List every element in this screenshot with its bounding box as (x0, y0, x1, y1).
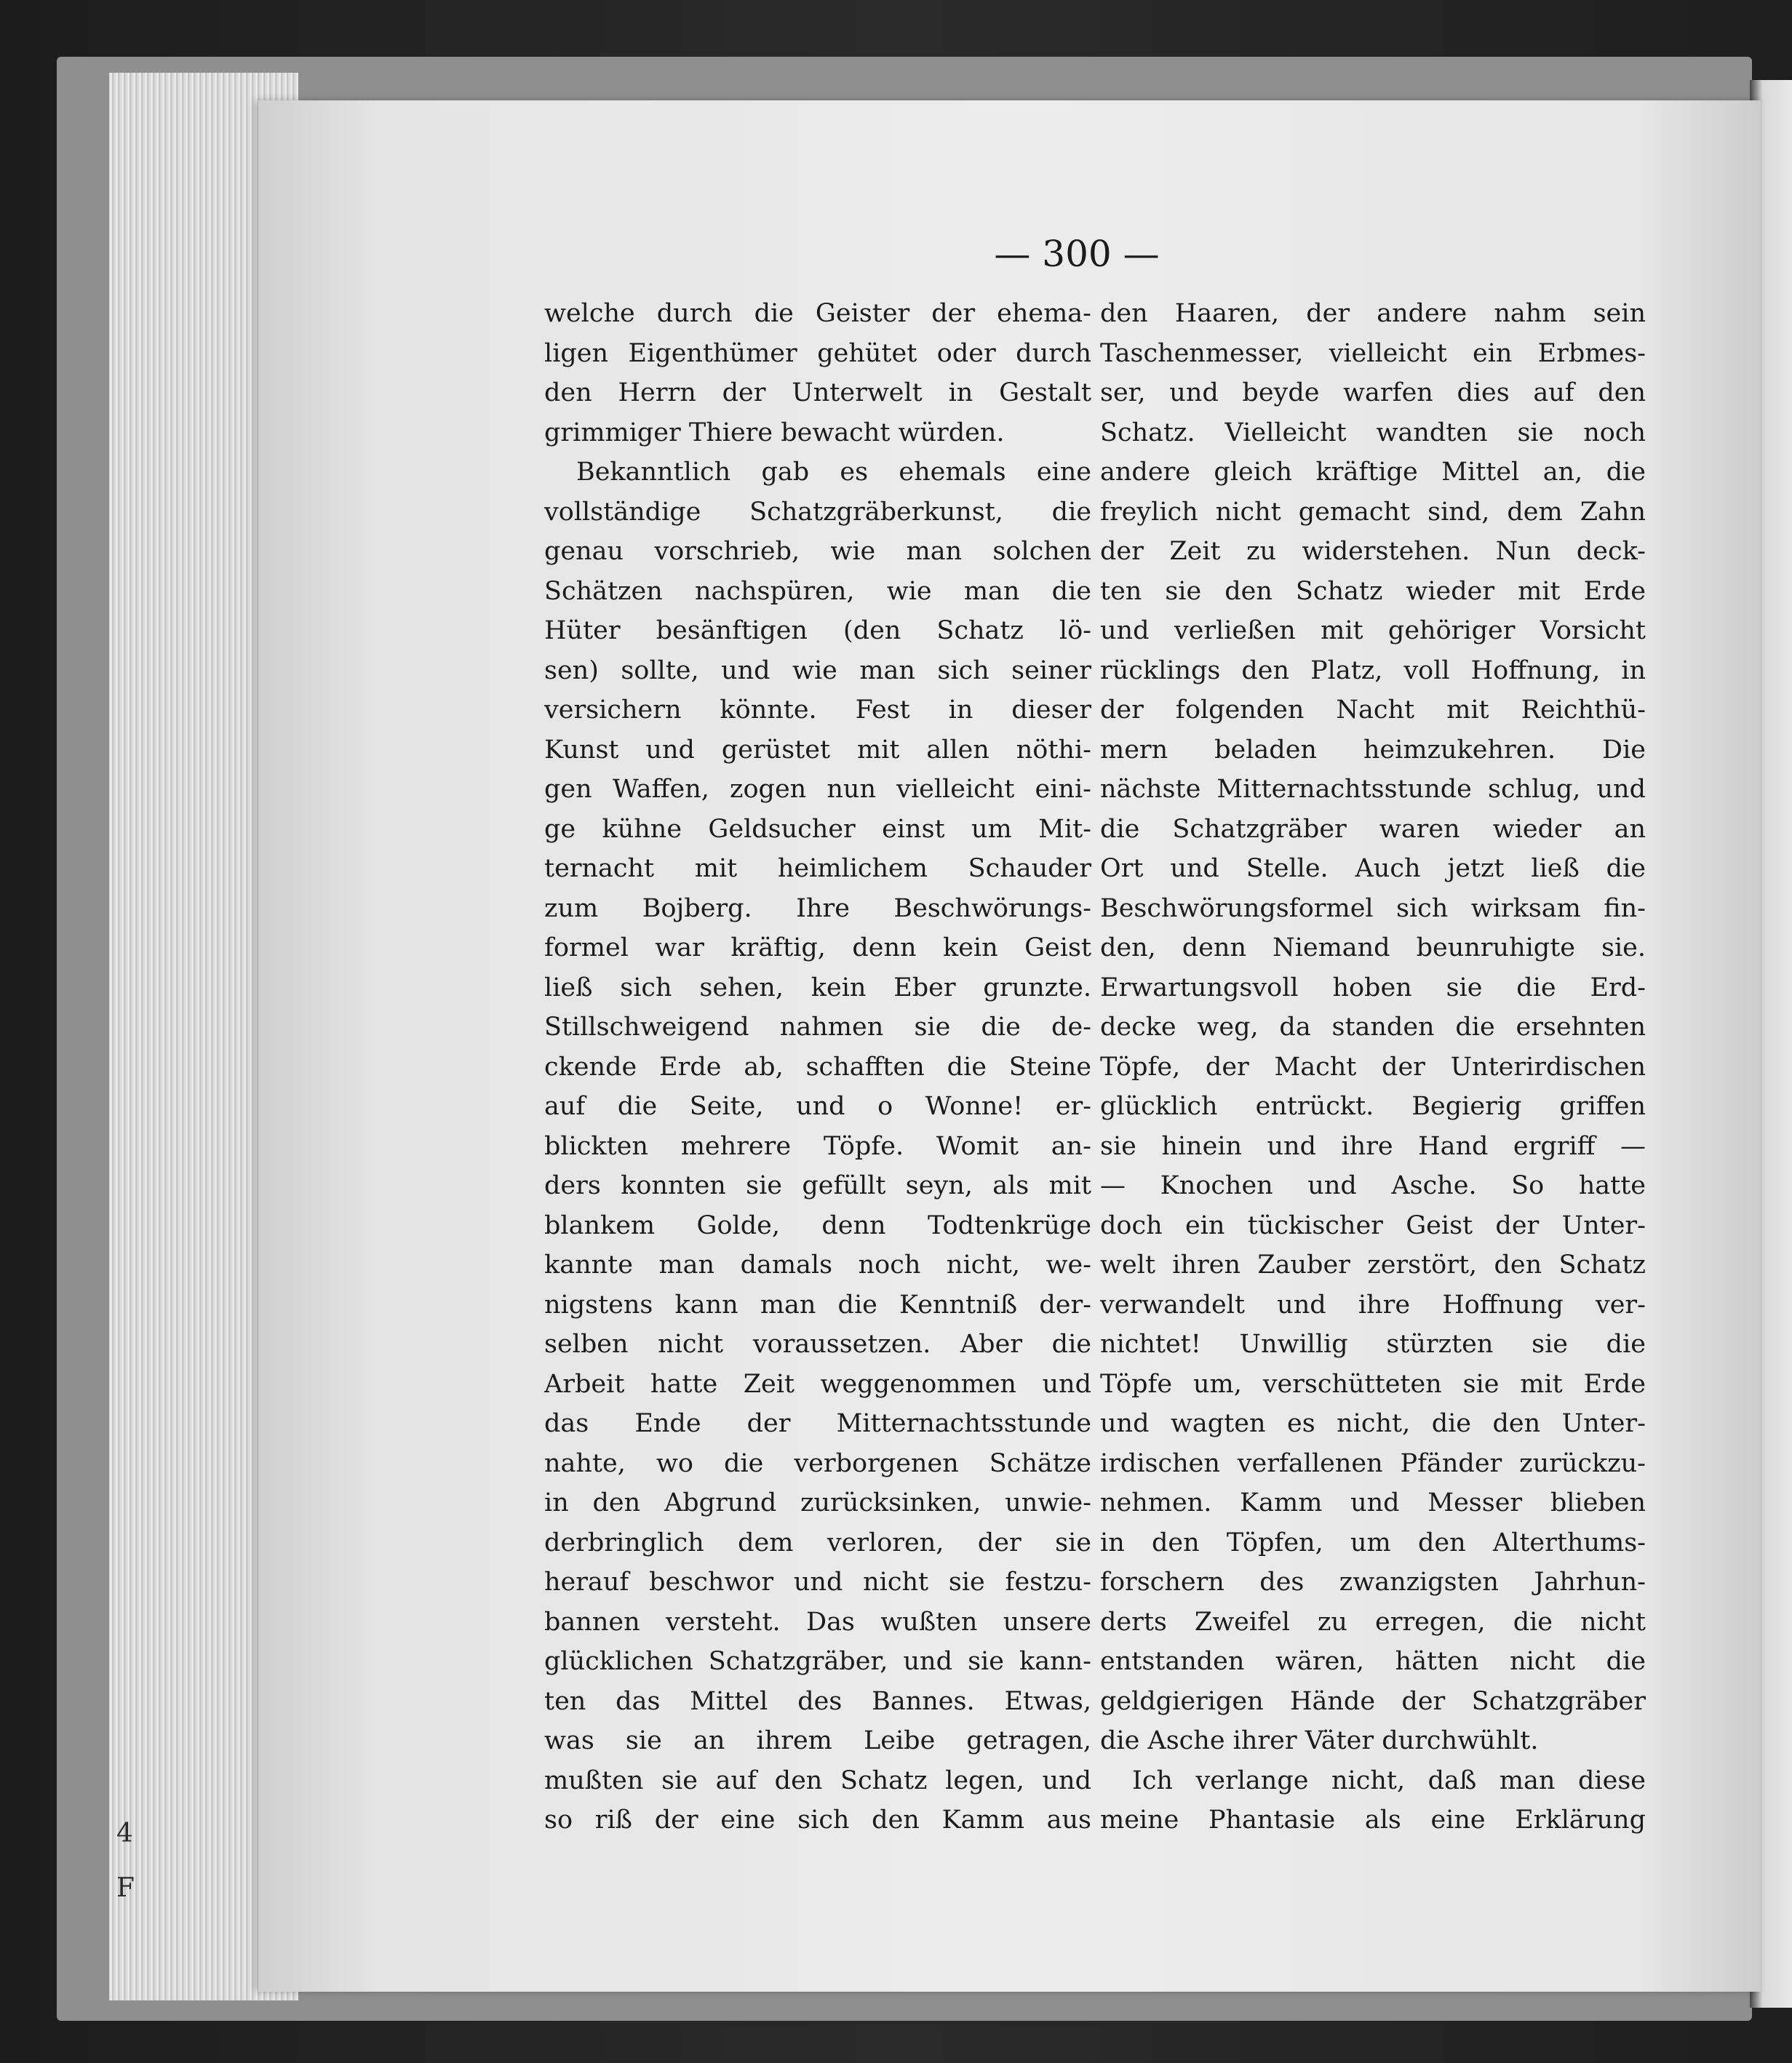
page-number: — 300 — (994, 233, 1160, 275)
edge-mark: 4 (116, 1819, 133, 1848)
text-line: derts Zweifel zu erregen, die nicht (1100, 1607, 1646, 1637)
text-line: verwandelt und ihre Hoffnung ver- (1100, 1290, 1646, 1320)
text-line: die Asche ihrer Väter durchwühlt. (1100, 1726, 1539, 1755)
edge-mark: F (116, 1873, 135, 1903)
text-line: mußten sie auf den Schatz legen, und (544, 1765, 1091, 1795)
text-line: nahte, wo die verborgenen Schätze (544, 1448, 1091, 1478)
text-line: der folgenden Nacht mit Reichthü- (1100, 695, 1646, 725)
text-line: nehmen. Kamm und Messer blieben (1100, 1488, 1646, 1517)
text-line: auf die Seite, und o Wonne! er- (544, 1092, 1091, 1121)
text-line: ternacht mit heimlichem Schauder (544, 854, 1091, 883)
text-line: ten sie den Schatz wieder mit Erde (1100, 576, 1646, 606)
text-line: blankem Golde, denn Todtenkrüge (544, 1210, 1091, 1240)
text-line: grimmiger Thiere bewacht würden. (544, 418, 1005, 447)
text-line: mern beladen heimzukehren. Die (1100, 735, 1646, 765)
text-line: und wagten es nicht, die den Unter- (1100, 1409, 1646, 1438)
text-line: ligen Eigenthümer gehütet oder durch (544, 338, 1091, 368)
text-line: nigstens kann man die Kenntniß der- (544, 1290, 1091, 1320)
text-line: blickten mehrere Töpfe. Womit an- (544, 1131, 1091, 1161)
text-line: selben nicht voraussetzen. Aber die (544, 1330, 1091, 1359)
text-line: ge kühne Geldsucher einst um Mit- (544, 814, 1091, 844)
text-line: Arbeit hatte Zeit weggenommen und (544, 1369, 1091, 1399)
text-line: ser, und beyde warfen dies auf den (1100, 378, 1646, 407)
text-line: derbringlich dem verloren, der sie (544, 1528, 1091, 1557)
text-line: Kunst und gerüstet mit allen nöthi- (544, 735, 1091, 765)
text-line: versichern könnte. Fest in dieser (544, 695, 1091, 725)
text-line: geldgierigen Hände der Schatzgräber (1100, 1686, 1646, 1716)
text-line: vollständige Schatzgräberkunst, die (544, 497, 1091, 527)
text-line: den Haaren, der andere nahm sein (1100, 299, 1646, 328)
text-line: Bekanntlich gab es ehemals eine (576, 458, 1091, 487)
text-line: herauf beschwor und nicht sie festzu- (544, 1568, 1091, 1597)
text-line: so riß der eine sich den Kamm aus (544, 1805, 1091, 1835)
text-line: den, denn Niemand beunruhigte sie. (1100, 933, 1646, 962)
text-line: und verließen mit gehöriger Vorsicht (1100, 616, 1646, 645)
text-line: — Knochen und Asche. So hatte (1100, 1171, 1646, 1200)
text-column-right (1100, 294, 1646, 1840)
text-line: glücklichen Schatzgräber, und sie kann- (544, 1647, 1091, 1676)
text-line: Hüter besänftigen (den Schatz lö- (544, 616, 1091, 645)
text-line: zum Bojberg. Ihre Beschwörungs- (544, 893, 1091, 923)
text-line: Ich verlange nicht, daß man diese (1132, 1765, 1646, 1795)
text-column-left (544, 294, 1091, 1840)
text-line: was sie an ihrem Leibe getragen, (544, 1726, 1091, 1755)
text-line: Töpfe um, verschütteten sie mit Erde (1100, 1369, 1646, 1399)
text-line: welche durch die Geister der ehema- (544, 299, 1091, 328)
text-line: freylich nicht gemacht sind, dem Zahn (1100, 497, 1646, 527)
text-line: nächste Mitternachtsstunde schlug, und (1100, 775, 1646, 804)
text-line: sie hinein und ihre Hand ergriff — (1100, 1131, 1646, 1161)
text-line: Ort und Stelle. Auch jetzt ließ die (1100, 854, 1646, 883)
text-line: genau vorschrieb, wie man solchen (544, 537, 1091, 566)
text-line: Töpfe, der Macht der Unterirdischen (1100, 1052, 1646, 1082)
text-line: das Ende der Mitternachtsstunde (544, 1409, 1091, 1438)
text-line: ließ sich sehen, kein Eber grunzte. (544, 973, 1091, 1002)
text-line: Stillschweigend nahmen sie die de- (544, 1013, 1091, 1042)
text-line: den Herrn der Unterwelt in Gestalt (544, 378, 1091, 407)
text-line: irdischen verfallenen Pfänder zurückzu- (1100, 1448, 1646, 1478)
text-line: entstanden wären, hätten nicht die (1100, 1647, 1646, 1676)
text-line: der Zeit zu widerstehen. Nun deck- (1100, 537, 1646, 566)
text-line: glücklich entrückt. Begierig griffen (1100, 1092, 1646, 1121)
text-line: Schätzen nachspüren, wie man die (544, 576, 1091, 606)
text-line: welt ihren Zauber zerstört, den Schatz (1100, 1250, 1646, 1280)
text-line: sen) sollte, und wie man sich seiner (544, 655, 1091, 685)
text-line: ckende Erde ab, schafften die Steine (544, 1052, 1091, 1082)
text-line: Erwartungsvoll hoben sie die Erd- (1100, 973, 1646, 1002)
text-line: die Schatzgräber waren wieder an (1100, 814, 1646, 844)
text-line: kannte man damals noch nicht, we- (544, 1250, 1091, 1280)
text-line: meine Phantasie als eine Erklärung (1100, 1805, 1646, 1835)
text-line: ten das Mittel des Bannes. Etwas, (544, 1686, 1091, 1716)
text-line: in den Abgrund zurücksinken, unwie- (544, 1488, 1091, 1517)
text-line: forschern des zwanzigsten Jahrhun- (1100, 1568, 1646, 1597)
text-line: doch ein tückischer Geist der Unter- (1100, 1210, 1646, 1240)
text-line: Schatz. Vielleicht wandten sie noch (1100, 418, 1646, 447)
text-line: rücklings den Platz, voll Hoffnung, in (1100, 655, 1646, 685)
text-line: Taschenmesser, vielleicht ein Erbmes- (1100, 338, 1646, 368)
text-line: nichtet! Unwillig stürzten sie die (1100, 1330, 1646, 1359)
text-line: formel war kräftig, denn kein Geist (544, 933, 1091, 962)
text-line: bannen versteht. Das wußten unsere (544, 1607, 1091, 1637)
text-line: decke weg, da standen die ersehnten (1100, 1013, 1646, 1042)
text-line: andere gleich kräftige Mittel an, die (1100, 458, 1646, 487)
text-line: Beschwörungsformel sich wirksam fin- (1100, 893, 1646, 923)
text-line: in den Töpfen, um den Alterthums- (1100, 1528, 1646, 1557)
text-line: ders konnten sie gefüllt seyn, als mit (544, 1171, 1091, 1200)
text-line: gen Waffen, zogen nun vielleicht eini- (544, 775, 1091, 804)
